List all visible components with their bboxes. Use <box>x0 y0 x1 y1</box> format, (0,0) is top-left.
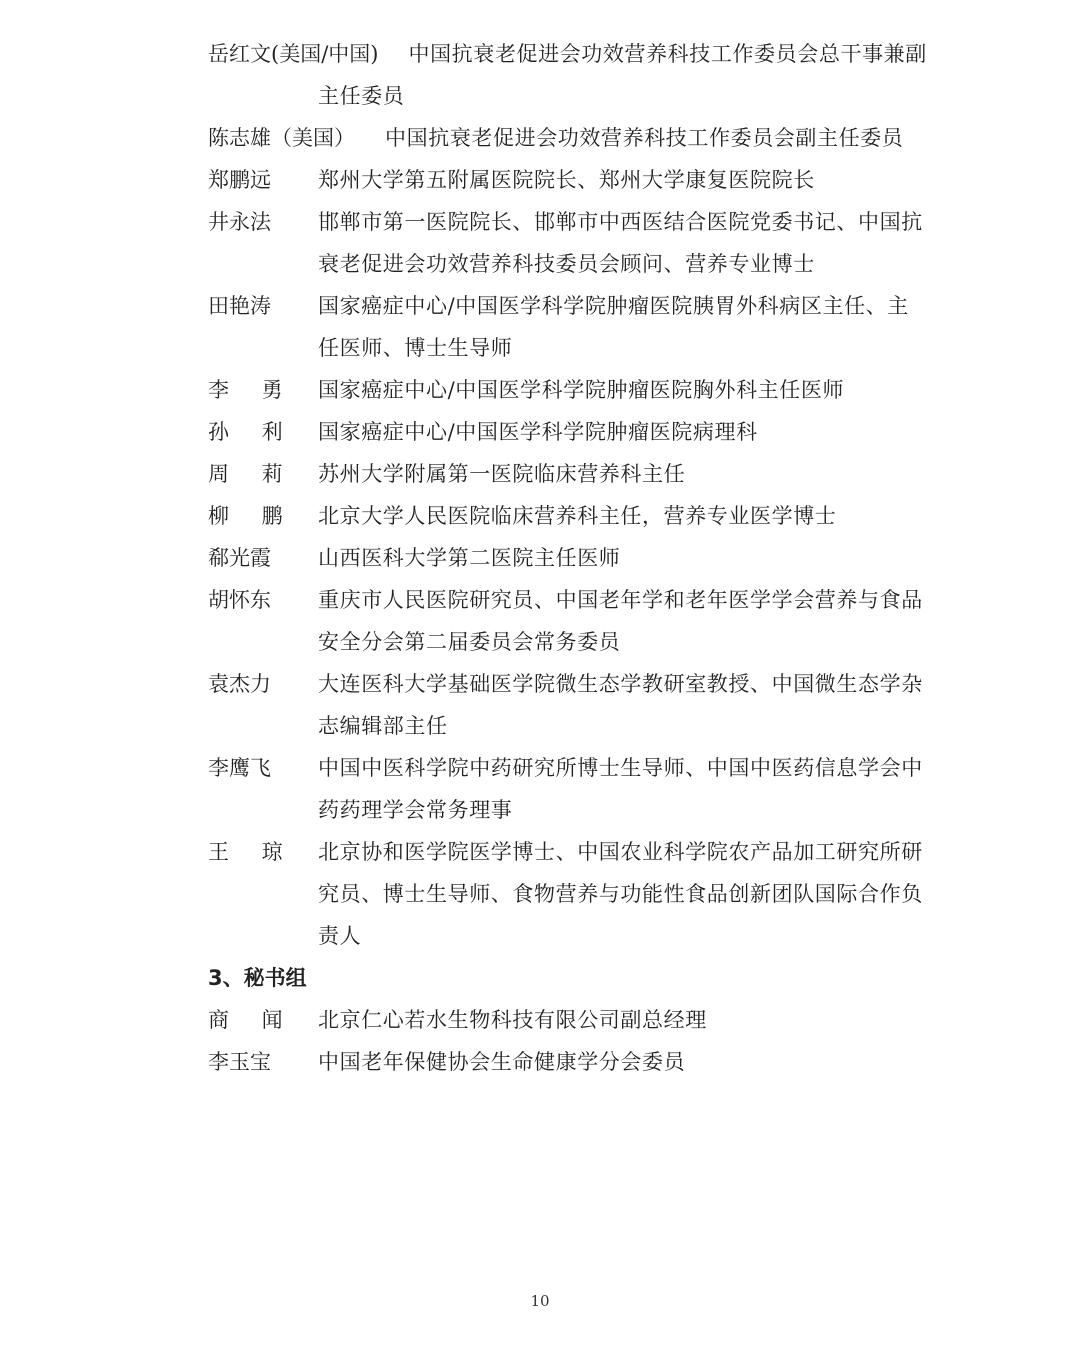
member-list <box>208 33 928 1083</box>
member-description: 重庆市人民医院研究员、中国老年学和老年医学学会营养与食品安全分会第二届委员会常务委员 <box>318 588 923 654</box>
member-description: 郑州大学第五附属医院院长、郑州大学康复医院院长 <box>318 168 815 192</box>
member-name: 李鹰飞 <box>208 756 271 780</box>
member-description: 国家癌症中心/中国医学科学院肿瘤医院病理科 <box>318 420 758 444</box>
member-name: 胡怀东 <box>208 588 271 612</box>
section-heading: 3、秘书组 <box>208 966 307 990</box>
member-name: 田艳涛 <box>208 294 271 318</box>
member-name: 孙 利 <box>208 420 296 444</box>
member-name: 柳 鹏 <box>208 504 296 528</box>
member-name: 袁杰力 <box>208 672 271 696</box>
member-entry <box>208 831 928 957</box>
member-entry <box>208 33 928 117</box>
member-description: 苏州大学附属第一医院临床营养科主任 <box>318 462 686 486</box>
member-name: 周 莉 <box>208 462 296 486</box>
member-description: 北京大学人民医院临床营养科主任，营养专业医学博士 <box>318 504 837 528</box>
member-description: 中国中医科学院中药研究所博士生导师、中国中医药信息学会中药药理学会常务理事 <box>318 756 923 822</box>
member-name: 郗光霞 <box>208 546 271 570</box>
member-entry <box>208 117 928 159</box>
secretary-name: 商 闻 <box>208 1008 296 1032</box>
member-entry <box>208 747 928 831</box>
member-description: 山西医科大学第二医院主任医师 <box>318 546 621 570</box>
member-entry <box>208 201 928 285</box>
member-description: 中国抗衰老促进会功效营养科技工作委员会总干事兼副主任委员 <box>318 42 927 108</box>
member-name: 陈志雄（美国） <box>208 126 355 150</box>
secretary-name: 李玉宝 <box>208 1050 271 1074</box>
member-entry <box>208 159 928 201</box>
member-description: 北京协和医学院医学博士、中国农业科学院农产品加工研究所研究员、博士生导师、食物营养与功能性食品创新团队国际合作负责人 <box>318 840 923 948</box>
member-entry <box>208 579 928 663</box>
member-entry <box>208 285 928 369</box>
member-description: 中国抗衰老促进会功效营养科技工作委员会副主任委员 <box>385 126 904 150</box>
member-name: 井永法 <box>208 210 271 234</box>
member-name: 李 勇 <box>208 378 296 402</box>
page-number: 10 <box>530 1292 550 1310</box>
member-entry <box>208 411 928 453</box>
member-description: 邯郸市第一医院院长、邯郸市中西医结合医院党委书记、中国抗衰老促进会功效营养科技委员会顾问、营养专业博士 <box>318 210 923 276</box>
member-entry <box>208 369 928 411</box>
member-entry <box>208 453 928 495</box>
secretary-entry <box>208 999 928 1041</box>
member-name: 王 琼 <box>208 840 296 864</box>
member-description: 国家癌症中心/中国医学科学院肿瘤医院胰胃外科病区主任、主任医师、博士生导师 <box>318 294 909 360</box>
member-name: 郑鹏远 <box>208 168 271 192</box>
member-entry <box>208 537 928 579</box>
member-description: 国家癌症中心/中国医学科学院肿瘤医院胸外科主任医师 <box>318 378 845 402</box>
member-entry <box>208 495 928 537</box>
secretary-description: 中国老年保健协会生命健康学分会委员 <box>318 1050 686 1074</box>
member-name: 岳红文(美国/中国) <box>208 42 379 66</box>
secretary-entry <box>208 1041 928 1083</box>
member-entry <box>208 663 928 747</box>
secretary-description: 北京仁心若水生物科技有限公司副总经理 <box>318 1008 707 1032</box>
member-description: 大连医科大学基础医学院微生态学教研室教授、中国微生态学杂志编辑部主任 <box>318 672 923 738</box>
